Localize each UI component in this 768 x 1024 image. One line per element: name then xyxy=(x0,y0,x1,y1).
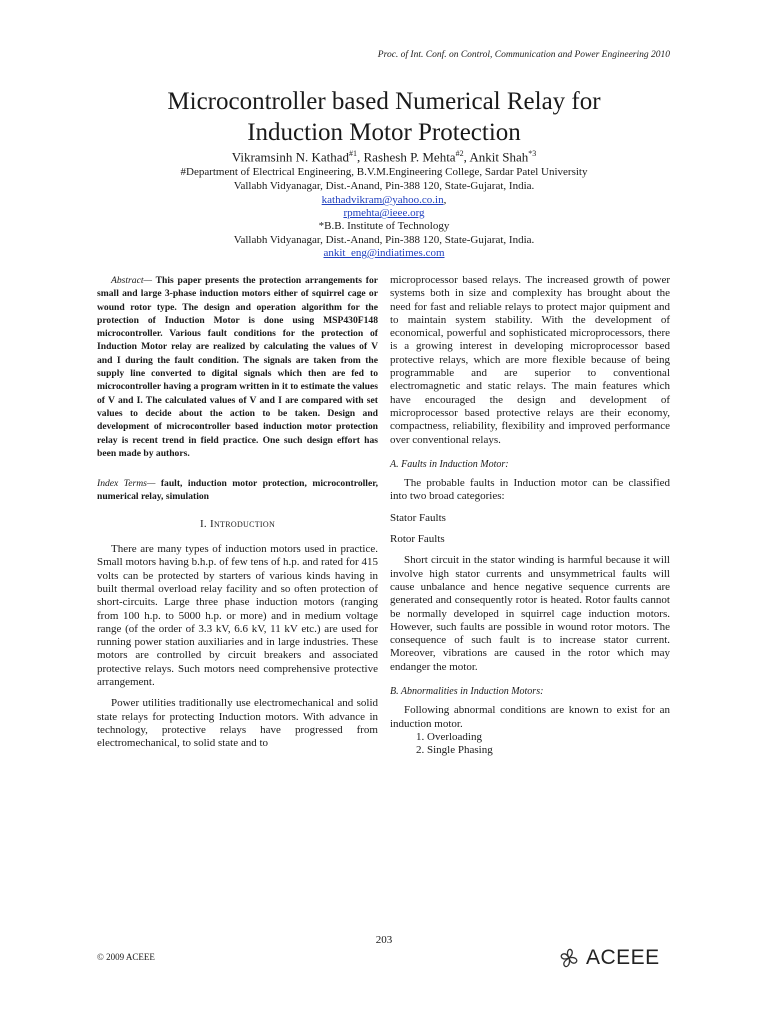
list-item: 2. Single Phasing xyxy=(416,744,493,757)
body-paragraph: Short circuit in the stator winding is harmful because it will involve high stator currents and unsymmetrical faults will cause unbalance and hence negative sequence currents are generated and consequently rotor is heated. Rotor faults cannot be normally developed in squirrel cage induction motors. However, such faults are possible in wound rotor motors. The consequence of such fault is to increase stator current. Moreover, vibrations are caused in the rotor which may endanger the motor. xyxy=(390,554,670,673)
affiliation-line: #Department of Electrical Engineering, B.V.M.Engineering College, Sardar Patel University xyxy=(180,166,588,178)
email-link[interactable]: kathadvikram@yahoo.co.in xyxy=(321,194,444,206)
logo-mark-icon xyxy=(556,945,582,971)
index-terms-label: Index Terms— xyxy=(97,478,156,490)
right-column xyxy=(390,274,670,758)
title-line-1: Microcontroller based Numerical Relay for xyxy=(167,88,601,115)
body-paragraph: microprocessor based relays. The increased growth of power systems both in size and complexity has brought about the need for fast and reliable relays to protect major quipment and to maintain system stability. With the development of economical, powerful and sophisticated microprocessors, there is a growing interest in developing microprocessor based protective relays, which are more flexible because of being programmable and are superior to conventional electromagnetic and static relays. The main features which have encouraged the design and development of microprocessor based protective relays are their economy, compactness, reliability, flexibility and improved performance over conventional relays. xyxy=(390,274,670,446)
conference-header: Proc. of Int. Conf. on Control, Communication and Power Engineering 2010 xyxy=(377,50,670,60)
list-item: 1. Overloading xyxy=(416,730,482,743)
affiliation-address: Vallabh Vidyanagar, Dist.-Anand, Pin-388 120, State-Gujarat, India. xyxy=(233,234,535,246)
left-column xyxy=(97,274,378,751)
author-list: Vikramsinh N. Kathad$^{\#1}$, Rashesh P. Mehta$^{\#2}$, Ankit Shah$^{*3}$ xyxy=(231,149,537,165)
paper-title xyxy=(0,86,768,148)
body-paragraph: There are many types of induction motors used in practice. Small motors having b.h.p. of few tens of h.p. and rated for 415 volts can be protected by starters of various kinds having in built thermal overload relay facility and so often protection of short-circuits. Large three phase induction motors (ranging from 100 h.p. to 5000 h.p. or more) and in medium voltage range (of the order of 3.3 kV, 6.6 kV, 11 kV etc.) are used for running power station auxiliaries and in large industries. These motors are controlled by circuit breakers and associated protective relays. Such motors need comprehensive protective arrangement. xyxy=(97,543,378,689)
index-terms-text: fault, induction motor protection, microcontroller, numerical relay, simulation xyxy=(97,478,378,503)
index-terms xyxy=(97,477,378,504)
subsection-heading: A. Faults in Induction Motor: xyxy=(390,458,509,470)
copyright-notice: © 2009 ACEEE xyxy=(97,952,155,962)
abstract-text: This paper presents the protection arrangements for small and large 3-phase induction motors either of squirrel cage or wound rotor type. The design and operation algorithm for the protection of Induction Motor is done using MSP430F148 microcontroller. Various fault conditions for the protection of Induction Motor relay are realized by calculating the values of V and I during the fault condition. The signals are taken from the supply line converted to digital signals which then are fed to microcontroller having a program written in it to estimate the values of V and I. The calculated values of V and I are compared with set values to decide about the action to be taken. Design and development of microcontroller based induction motor protection relay is recent trend in field practice. One such design effort has been made by authors. xyxy=(97,275,378,459)
affiliation-address: Vallabh Vidyanagar, Dist.-Anand, Pin-388 120, State-Gujarat, India. xyxy=(233,180,535,192)
fault-category: Rotor Faults xyxy=(390,533,445,546)
author-name: Ankit Shah xyxy=(469,149,529,165)
author-mark: *3 xyxy=(528,149,537,158)
logo-text: ACEEE xyxy=(586,946,660,969)
affiliation-institute: *B.B. Institute of Technology xyxy=(318,220,450,232)
author-mark: #1 xyxy=(349,149,357,158)
fault-category: Stator Faults xyxy=(390,511,446,524)
author-name: Rashesh P. Mehta xyxy=(363,149,456,165)
author-mark: #2 xyxy=(455,149,464,158)
email-link[interactable]: ankit_eng@indiatimes.com xyxy=(323,247,445,259)
body-paragraph: Power utilities traditionally use electromechanical and solid state relays for protecting Induction motors. With advance in technology, protective relays have progressed from electromechanical, to solid state and to xyxy=(97,697,378,750)
abstract-label: Abstract— xyxy=(111,275,153,286)
body-paragraph: Following abnormal conditions are known to exist for an induction motor. xyxy=(390,704,670,730)
title-line-2: Induction Motor Protection xyxy=(247,119,521,146)
page-number: 203 xyxy=(375,934,393,946)
section-heading: I. Introduction xyxy=(199,517,276,530)
email-link[interactable]: rpmehta@ieee.org xyxy=(343,207,425,219)
subsection-heading: B. Abnormalities in Induction Motors: xyxy=(390,686,544,698)
author-name: Vikramsinh N. Kathad xyxy=(231,149,349,165)
publisher-logo xyxy=(556,944,660,972)
body-paragraph: The probable faults in Induction motor can be classified into two broad categories: xyxy=(390,477,670,503)
abstract xyxy=(97,274,378,460)
email-separator: , xyxy=(443,194,447,206)
email-line xyxy=(0,194,768,207)
